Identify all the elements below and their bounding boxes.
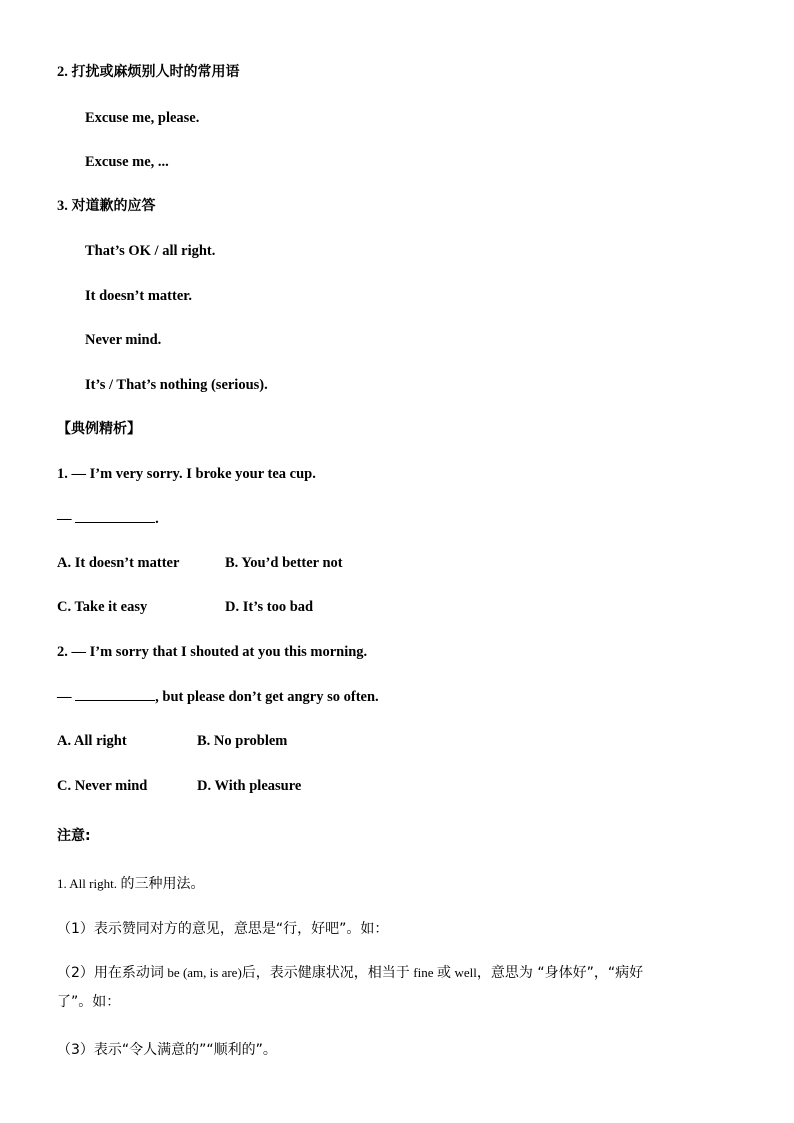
q2-option-b[interactable]: B. No problem: [197, 733, 288, 749]
note-line-3-part-d: fine: [413, 965, 434, 980]
q1-answer-blank[interactable]: [75, 508, 155, 523]
q1-option-c[interactable]: C. Take it easy: [57, 599, 148, 615]
section-2-number: 2.: [57, 64, 68, 80]
section-3-title: 对道歉的应答: [71, 198, 156, 214]
q1-option-d[interactable]: D. It’s too bad: [225, 599, 314, 615]
q1-answer-prefix: —: [57, 511, 72, 527]
note-line-3-part-b: be (am, is are): [167, 965, 242, 980]
note-line-3-part-c: 后，表示健康状况，相当于: [241, 965, 410, 981]
section-3-line-2: It doesn’t matter.: [85, 288, 192, 304]
q1-option-a[interactable]: A. It doesn’t matter: [57, 555, 180, 571]
q2-answer-suffix: , but please don’t get angry so often.: [155, 689, 379, 705]
note-line-1: [57, 874, 204, 895]
section-3-line-3: Never mind.: [85, 332, 162, 348]
note-line-1-cn: 的三种用法。: [120, 876, 205, 892]
section-2-title: 打扰或麻烦别人时的常用语: [71, 64, 240, 80]
note-line-3-part-f: well: [454, 965, 477, 980]
q2-option-d[interactable]: D. With pleasure: [197, 778, 302, 794]
q2-answer-prefix: —: [57, 689, 72, 705]
q1-option-b[interactable]: B. You’d better not: [225, 555, 343, 571]
q1-answer-suffix: .: [155, 511, 159, 527]
section-3-line-1: That’s OK / all right.: [85, 243, 216, 259]
section-2-heading: [57, 62, 240, 82]
note-line-4: 了”。如：: [57, 994, 121, 1010]
note-line-3-part-a: （2）用在系动词: [57, 965, 164, 981]
section-3-heading: [57, 196, 156, 216]
q2-answer-line: [57, 686, 379, 707]
q2-answer-blank[interactable]: [75, 686, 155, 701]
section-2-line-2: Excuse me, ...: [85, 154, 169, 170]
examples-title: 【典例精析】: [57, 421, 141, 437]
section-3-number: 3.: [57, 198, 68, 214]
q2-option-c[interactable]: C. Never mind: [57, 778, 148, 794]
note-line-3: [57, 963, 643, 984]
note-line-3-part-e: 或: [437, 965, 451, 981]
section-2-line-1: Excuse me, please.: [85, 110, 200, 126]
q1-answer-line: [57, 508, 159, 529]
section-3-line-4: It’s / That’s nothing (serious).: [85, 377, 268, 393]
q2-option-a[interactable]: A. All right: [57, 733, 127, 749]
note-line-5: （3）表示“令人满意的”“顺利的”。: [57, 1042, 277, 1058]
q2-stem: 2. — I’m sorry that I shouted at you this morning.: [57, 644, 368, 660]
q1-stem: 1. — I’m very sorry. I broke your tea cup.: [57, 466, 316, 482]
note-line-1-en: 1. All right.: [57, 876, 117, 891]
note-line-2: （1）表示赞同对方的意见，意思是“行，好吧”。如：: [57, 921, 389, 937]
note-line-3-part-g: ，意思为 “身体好”，“病好: [476, 965, 644, 981]
note-title: 注意:: [57, 828, 91, 844]
